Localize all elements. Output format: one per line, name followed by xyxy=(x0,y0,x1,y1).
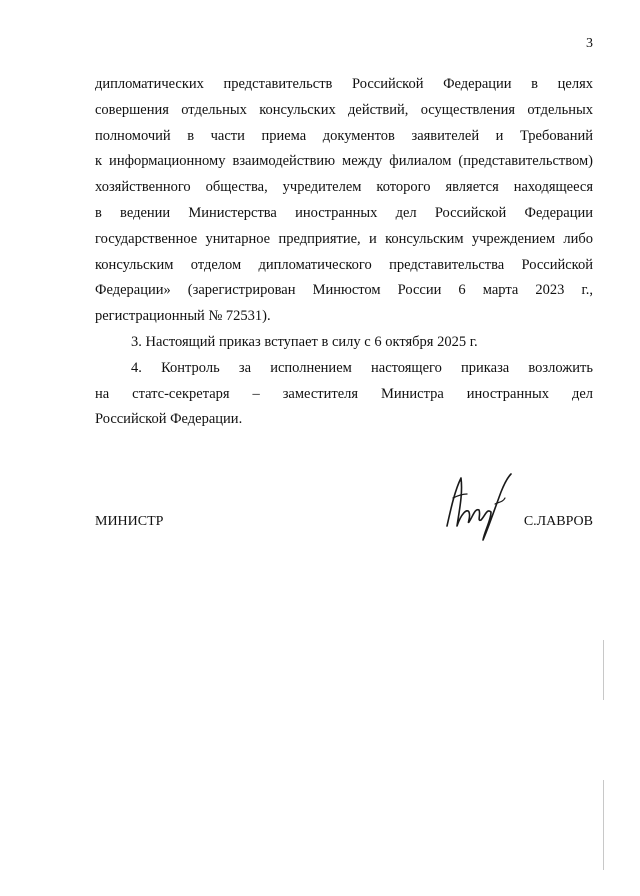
text-line: в ведении Министерства иностранных дел Российской Федерации xyxy=(95,204,593,221)
page-number: 3 xyxy=(586,36,593,51)
text-line: на статс-секретаря – заместителя Министра иностранных дел xyxy=(95,385,593,402)
scan-artifact-line xyxy=(603,640,604,700)
paragraph-item-4: 4. Контроль за исполнением настоящего приказа возложить xyxy=(131,359,593,376)
text-line: к информационному взаимодействию между филиалом (представительством) xyxy=(95,153,593,170)
text-line: дипломатических представительств Российской Федерации в целях xyxy=(95,76,593,92)
text-line: регистрационный № 72531). xyxy=(95,308,271,325)
signatory-name: С.ЛАВРОВ xyxy=(523,514,593,529)
text-line: Федерации» (зарегистрирован Минюстом России 6 марта 2023 г., xyxy=(95,282,593,299)
handwritten-signature xyxy=(439,468,519,548)
text-line: хозяйственного общества, учредителем которого является находящееся xyxy=(95,179,593,196)
document-body xyxy=(95,72,593,433)
text-line: Российской Федерации. xyxy=(95,411,243,428)
signatory-title: МИНИСТР xyxy=(95,514,164,529)
signature-block xyxy=(95,506,593,546)
text-line: консульским отделом дипломатического представительства Российской xyxy=(95,256,593,273)
text-line: государственное унитарное предприятие, и консульским учреждением либо xyxy=(95,230,593,247)
text-line: полномочий в части приема документов заявителей и Требований xyxy=(95,127,593,144)
paragraph-item-3: 3. Настоящий приказ вступает в силу с 6 октября 2025 г. xyxy=(131,333,478,350)
text-line: совершения отдельных консульских действий, осуществления отдельных xyxy=(95,101,593,118)
scan-artifact-line xyxy=(603,780,604,870)
